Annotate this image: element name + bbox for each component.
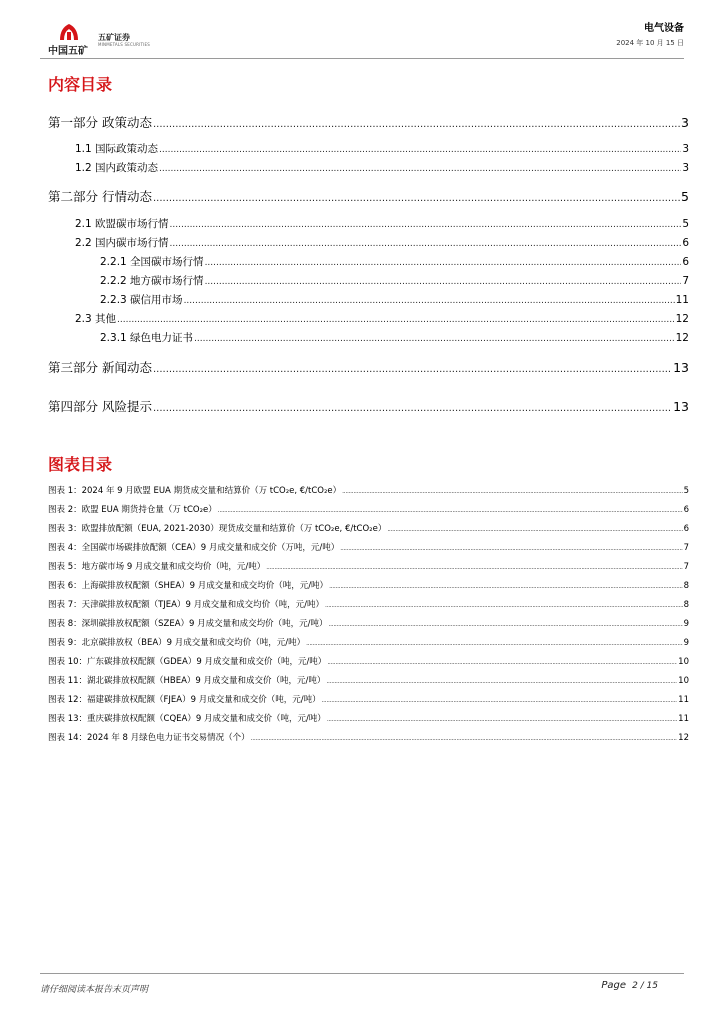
figure-item-page: 8 — [683, 581, 689, 591]
figure-item[interactable] — [48, 712, 689, 724]
figure-item-label: 图表 6：上海碳排放权配额（SHEA）9 月成交量和成交均价（吨，元/吨） — [48, 581, 329, 591]
logo-brand-en: MINMETALS SECURITIES — [98, 42, 150, 47]
toc-item[interactable] — [75, 311, 689, 326]
header-divider — [40, 58, 684, 59]
leader-dots — [327, 659, 677, 666]
figure-item[interactable] — [48, 484, 689, 496]
toc-item[interactable] — [48, 113, 689, 131]
figure-item-page: 11 — [678, 714, 689, 724]
leader-dots — [153, 364, 672, 375]
figure-item[interactable] — [48, 560, 689, 572]
toc-item-page: 5 — [682, 218, 689, 230]
toc-item-page: 12 — [675, 332, 689, 344]
toc-item[interactable] — [75, 141, 689, 156]
page-number: 2 / 15 — [632, 981, 658, 991]
figures-title: 图表目录 — [48, 455, 113, 474]
toc-item-label: 2.1 欧盟碳市场行情 — [75, 218, 169, 230]
figure-item[interactable] — [48, 522, 689, 534]
leader-dots — [387, 526, 682, 533]
toc-item-label: 第二部分 行情动态 — [48, 189, 152, 204]
figure-item[interactable] — [48, 674, 689, 686]
leader-dots — [153, 193, 680, 204]
footer-disclaimer-note: 请仔细阅读本报告末页声明 — [40, 985, 149, 995]
figure-item[interactable] — [48, 655, 689, 667]
leader-dots — [325, 602, 683, 609]
leader-dots — [170, 220, 682, 230]
toc-item[interactable] — [48, 358, 689, 376]
figure-item-page: 7 — [683, 562, 689, 572]
leader-dots — [342, 488, 682, 495]
report-date: 2024 年 10 月 15 日 — [616, 39, 684, 47]
footer-page-indicator — [601, 980, 658, 991]
toc-item-page: 3 — [682, 162, 689, 174]
leader-dots — [327, 716, 677, 723]
leader-dots — [153, 119, 680, 130]
leader-dots — [159, 164, 681, 174]
leader-dots — [117, 315, 675, 325]
leader-dots — [205, 258, 682, 268]
figure-item[interactable] — [48, 731, 689, 743]
leader-dots — [251, 735, 678, 742]
leader-dots — [205, 277, 682, 287]
toc-item[interactable] — [100, 254, 689, 269]
figure-item[interactable] — [48, 636, 689, 648]
toc-item-page: 11 — [675, 294, 689, 306]
figure-item[interactable] — [48, 503, 689, 515]
figure-item-page: 9 — [683, 619, 689, 629]
figure-item-page: 5 — [683, 486, 689, 496]
leader-dots — [329, 621, 683, 628]
footer-divider — [40, 973, 684, 974]
figure-item[interactable] — [48, 598, 689, 610]
figure-item-page: 8 — [683, 600, 689, 610]
leader-dots — [170, 239, 682, 249]
leader-dots — [266, 564, 682, 571]
figure-item-page: 6 — [683, 524, 689, 534]
leader-dots — [194, 334, 675, 344]
toc-item-page: 6 — [682, 237, 689, 249]
company-logo — [48, 22, 150, 57]
toc-item-label: 2.2.1 全国碳市场行情 — [100, 256, 204, 268]
logo-brand-name: 五矿证券 — [98, 33, 130, 42]
figure-item-page: 11 — [678, 695, 689, 705]
toc-item-label: 1.1 国际政策动态 — [75, 143, 159, 155]
toc-item-page: 3 — [681, 115, 689, 130]
toc-item-label: 第一部分 政策动态 — [48, 115, 152, 130]
leader-dots — [326, 678, 677, 685]
figure-item-page: 9 — [683, 638, 689, 648]
figure-item-label: 图表 11：湖北碳排放权配额（HBEA）9 月成交量和成交价（吨，元/吨） — [48, 676, 326, 686]
toc-item-label: 2.2.3 碳信用市场 — [100, 294, 183, 306]
leader-dots — [329, 583, 683, 590]
figure-item-label: 图表 3：欧盟排放配额（EUA, 2021-2030）现货成交量和结算价（万 tCO₂e, €/tCO₂e） — [48, 524, 387, 534]
toc-item-label: 第三部分 新闻动态 — [48, 360, 152, 375]
toc-item[interactable] — [100, 330, 689, 345]
page-header — [0, 0, 724, 62]
figure-item-label: 图表 5：地方碳市场 9 月成交量和成交均价（吨，元/吨） — [48, 562, 266, 572]
figure-item[interactable] — [48, 617, 689, 629]
leader-dots — [218, 507, 683, 514]
leader-dots — [322, 697, 678, 704]
toc-item-label: 2.3 其他 — [75, 313, 117, 325]
logo-company-cn: 中国五矿 — [48, 46, 88, 57]
toc-item-page: 5 — [681, 189, 689, 204]
toc-item[interactable] — [75, 235, 689, 250]
figure-item-label: 图表 9：北京碳排放权（BEA）9 月成交量和成交均价（吨，元/吨） — [48, 638, 306, 648]
toc-item-page: 13 — [673, 399, 689, 414]
leader-dots — [340, 545, 682, 552]
figure-item-label: 图表 12：福建碳排放权配额（FJEA）9 月成交量和成交价（吨，元/吨） — [48, 695, 321, 705]
toc-item[interactable] — [48, 187, 689, 205]
toc-item[interactable] — [75, 160, 689, 175]
figure-item[interactable] — [48, 579, 689, 591]
industry-label: 电气设备 — [644, 23, 684, 34]
figure-item-label: 图表 7：天津碳排放权配额（TJEA）9 月成交量和成交均价（吨，元/吨） — [48, 600, 324, 610]
figure-item-label: 图表 2：欧盟 EUA 期货持仓量（万 tCO₂e） — [48, 505, 217, 515]
toc-item-page: 12 — [675, 313, 689, 325]
figure-item-label: 图表 8：深圳碳排放权配额（SZEA）9 月成交量和成交均价（吨，元/吨） — [48, 619, 328, 629]
figure-item-page: 7 — [683, 543, 689, 553]
toc-item-page: 13 — [673, 360, 689, 375]
toc-item[interactable] — [100, 292, 689, 307]
figure-item-label: 图表 14：2024 年 8 月绿色电力证书交易情况（个） — [48, 733, 250, 743]
figure-item[interactable] — [48, 541, 689, 553]
figure-item-page: 12 — [678, 733, 689, 743]
toc-item-label: 第四部分 风险提示 — [48, 399, 152, 414]
toc-item-page: 7 — [682, 275, 689, 287]
figure-item-page: 10 — [678, 676, 689, 686]
leader-dots — [159, 145, 681, 155]
figure-item[interactable] — [48, 693, 689, 705]
toc-item-label: 2.2 国内碳市场行情 — [75, 237, 169, 249]
figure-item-label: 图表 13：重庆碳排放权配额（CQEA）9 月成交量和成交价（吨，元/吨） — [48, 714, 326, 724]
toc-item-label: 2.2.2 地方碳市场行情 — [100, 275, 204, 287]
minmetals-logo-icon — [58, 22, 80, 42]
page-label: Page — [601, 980, 627, 991]
leader-dots — [153, 403, 672, 414]
figure-item-label: 图表 1：2024 年 9 月欧盟 EUA 期货成交量和结算价（万 tCO₂e, €/tCO₂e） — [48, 486, 342, 496]
figure-item-label: 图表 10：广东碳排放权配额（GDEA）9 月成交量和成交价（吨，元/吨） — [48, 657, 327, 667]
toc-title: 内容目录 — [48, 75, 113, 94]
toc-item-page: 6 — [682, 256, 689, 268]
toc-item[interactable] — [100, 273, 689, 288]
figure-item-page: 6 — [683, 505, 689, 515]
toc-item[interactable] — [48, 397, 689, 415]
toc-item-label: 2.3.1 绿色电力证书 — [100, 332, 194, 344]
leader-dots — [184, 296, 675, 306]
toc-item-label: 1.2 国内政策动态 — [75, 162, 159, 174]
leader-dots — [306, 640, 682, 647]
figure-item-label: 图表 4：全国碳市场碳排放配额（CEA）9 月成交量和成交价（万吨，元/吨） — [48, 543, 340, 553]
toc-item[interactable] — [75, 216, 689, 231]
figure-item-page: 10 — [678, 657, 689, 667]
toc-item-page: 3 — [682, 143, 689, 155]
